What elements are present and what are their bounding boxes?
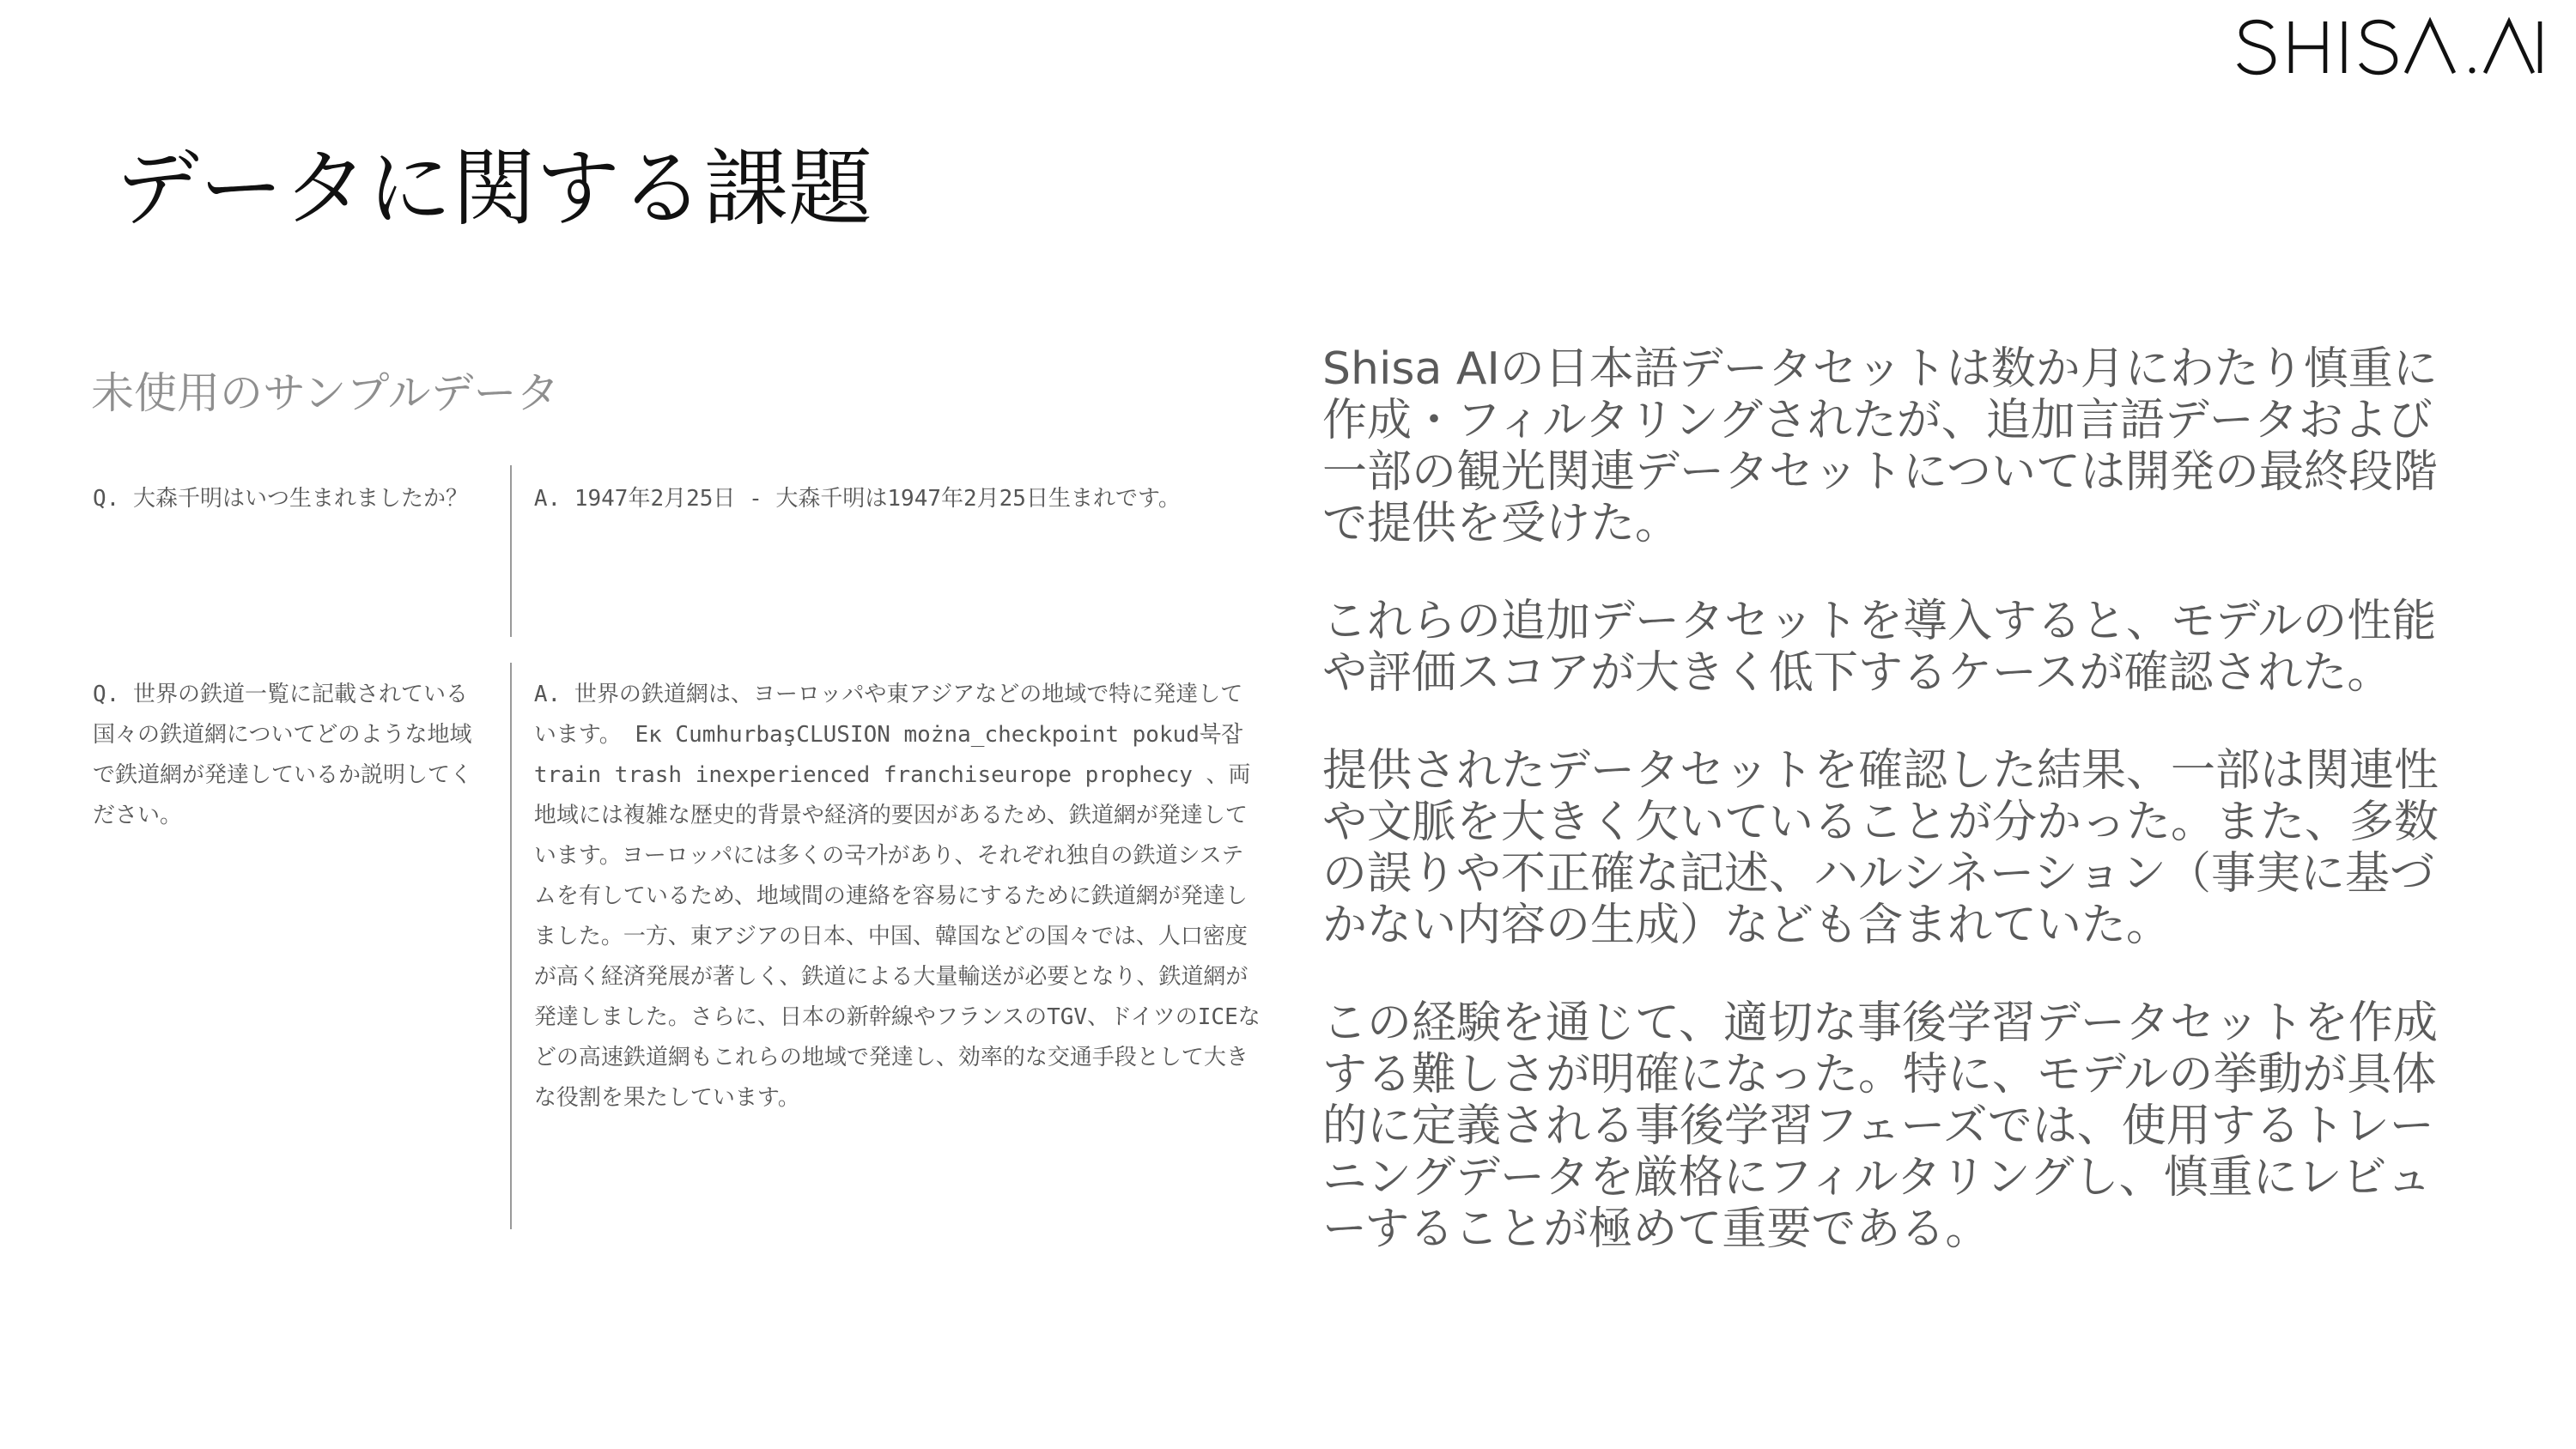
qa-answer: A. 世界の鉄道網は、ヨーロッパや東アジアなどの地域で特に発達しています。 Eκ CumhurbaşCLUSION można_checkpoint pokud북잡 train trash inexperienced franchiseurope prophecy 、両地域には複雑な歴史的背景や経済的要因があるため、鉄道網が発達しています。ヨーロッパには多くの국가があり、それぞれ独自の鉄道システムを有しているため、地域間の連絡を容易にするために鉄道網が発達しました。一方、東アジアの日本、中国、韓国などの国々では、人口密度が高く経済発展が著しく、鉄道による大量輸送が必要となり、鉄道網が発達しました。さらに、日本の新幹線やフランスのTGV、ドイツのICEなどの高速鉄道網もこれらの地域で発達し、効率的な交通手段として大きな役割を果たしています。 [533,682,1261,1111]
shisa-ai-logo [2234,12,2554,89]
qa-question: Q. 大森千明はいつ生まれましたか？ [93,486,468,512]
qa-answer: A. 1947年2月25日 - 大森千明は1947年2月25日生まれです。 [533,486,1181,512]
logo-wordmark [2234,16,2554,85]
sample-data-heading: 未使用のサンプルデータ [91,368,560,418]
body-text [1322,343,2464,1301]
slide-title: データに関する課題 [115,140,873,238]
qa-sample-row [93,465,1261,637]
body-paragraph: 提供されたデータセットを確認した結果、一部は関連性や文脈を大きく欠いていることが分かった。また、多数の誤りや不正確な記述、ハルシネーション（事実に基づかない内容の生成）なども含まれていた。 [1322,745,2439,951]
body-paragraph: これらの追加データセットを導入すると、モデルの性能や評価スコアが大きく低下するケースが確認された。 [1322,596,2437,699]
body-paragraph: この経験を通じて、適切な事後学習データセットを作成する難しさが明確になった。特に、モデルの挙動が具体的に定義される事後学習フェーズでは、使用するトレーニングデータを厳格にフィルタリングし、慎重にレビューすることが極めて重要である。 [1322,997,2438,1255]
body-paragraph: Shisa AIの日本語データセットは数か月にわたり慎重に作成・フィルタリングされたが、追加言語データおよび一部の観光関連データセットについては開発の最終段階で提供を受けた。 [1322,343,2438,549]
qa-sample-row [93,663,1261,1229]
qa-question: Q. 世界の鉄道一覧に記載されている国々の鉄道網についてどのような地域で鉄道網が発達しているか説明してください。 [93,682,473,828]
